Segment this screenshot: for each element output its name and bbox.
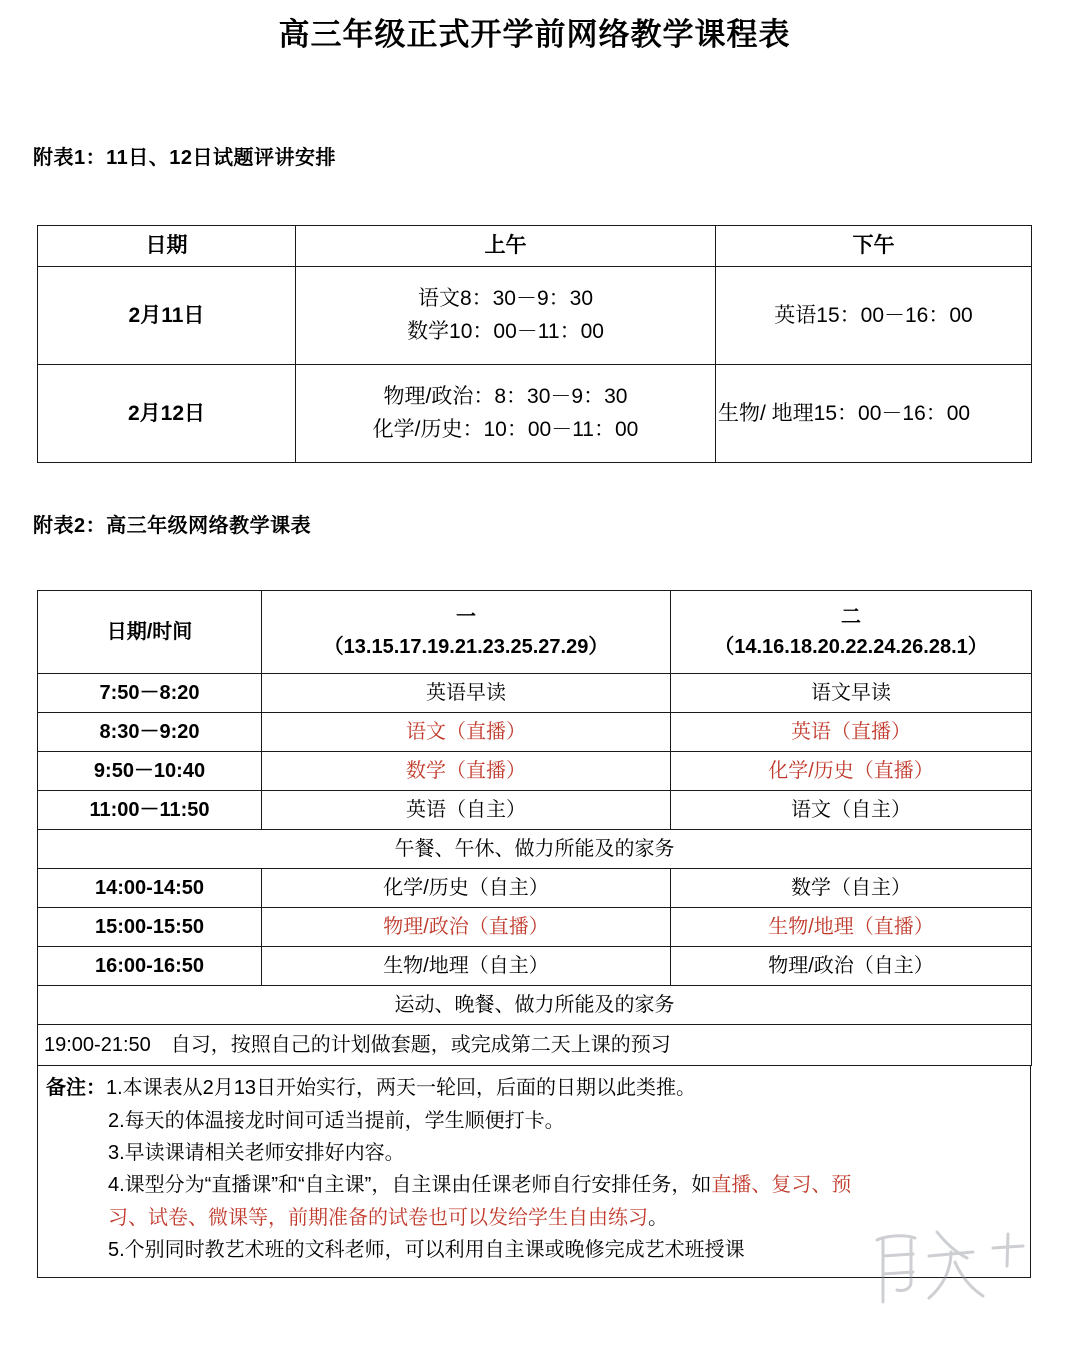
note-4-red-tail: 习、试卷、微课等，前期准备的试卷也可以发给学生自由练习	[108, 1206, 648, 1229]
table-row	[38, 752, 1032, 791]
table-row	[38, 908, 1032, 947]
note-4-red-head: 直播、复习、预	[711, 1174, 852, 1197]
day-one-dates: （13.15.17.19.21.23.25.27.29）	[323, 636, 609, 659]
table-row	[38, 869, 1032, 908]
day-two-number: 二	[841, 606, 861, 629]
table-row	[38, 713, 1032, 752]
slot-day-two: 英语（直播）	[671, 713, 1032, 752]
exam-morning-line: 物理/政治：8：30－9：30	[383, 385, 628, 409]
midday-break-text: 午餐、午休、做力所能及的家务	[38, 830, 1032, 869]
table-row	[38, 791, 1032, 830]
slot-day-one: 英语（自主）	[262, 791, 671, 830]
note-4-black-tail: 。	[648, 1206, 668, 1229]
slot-day-one: 生物/地理（自主）	[262, 947, 671, 986]
notes-block	[37, 1066, 1031, 1277]
timetable-header-row	[38, 591, 1032, 674]
day-one-number: 一	[456, 606, 476, 629]
exam-review-table	[37, 225, 1032, 463]
evening-break-row	[38, 986, 1032, 1025]
header-afternoon: 下午	[716, 226, 1032, 267]
slot-day-one: 语文（直播）	[262, 713, 671, 752]
note-item-4-continued	[46, 1202, 1022, 1234]
evening-break-text: 运动、晚餐、做力所能及的家务	[38, 986, 1032, 1025]
network-teaching-timetable	[37, 590, 1032, 1066]
exam-morning-line: 语文8：30－9：30	[417, 287, 594, 311]
note-item-3: 3.早读课请相关老师安排好内容。	[108, 1141, 405, 1164]
slot-day-two: 生物/地理（直播）	[671, 908, 1032, 947]
note-item-1	[46, 1072, 1022, 1104]
slot-time: 16:00-16:50	[38, 947, 262, 986]
slot-day-one: 化学/历史（自主）	[262, 869, 671, 908]
slot-day-one: 物理/政治（直播）	[262, 908, 671, 947]
table-row	[38, 674, 1032, 713]
note-item-2: 2.每天的体温接龙时间可适当提前，学生顺便打卡。	[108, 1109, 565, 1132]
day-two-dates: （14.16.18.20.22.24.26.28.1）	[714, 636, 988, 659]
header-day-two	[671, 591, 1032, 674]
evening-study-text: 19:00-21:50 自习，按照自己的计划做套题，或完成第二天上课的预习	[38, 1025, 1032, 1066]
note-4-black-head: 4.课型分为“直播课”和“自主课”，自主课由任课老师自行安排任务，如	[108, 1174, 712, 1197]
slot-day-two: 语文早读	[671, 674, 1032, 713]
exam-date-feb12: 2月12日	[38, 365, 296, 463]
slot-day-two: 物理/政治（自主）	[671, 947, 1032, 986]
notes-label: 备注：	[46, 1077, 106, 1100]
exam-morning-feb11	[296, 267, 716, 365]
slot-day-two: 化学/历史（直播）	[671, 752, 1032, 791]
exam-morning-line: 数学10：00－11：00	[407, 319, 604, 343]
page-title: 高三年级正式开学前网络教学课程表	[278, 17, 791, 52]
midday-break-row	[38, 830, 1032, 869]
slot-time: 11:00－11:50	[38, 791, 262, 830]
header-day-one	[262, 591, 671, 674]
slot-time: 15:00-15:50	[38, 908, 262, 947]
note-item-4	[46, 1169, 1022, 1201]
header-date-time: 日期/时间	[38, 591, 262, 674]
slot-time: 9:50－10:40	[38, 752, 262, 791]
section-2-caption: 附表2：高三年级网络教学课表	[33, 515, 312, 538]
evening-study-row	[38, 1025, 1032, 1066]
header-morning: 上午	[296, 226, 716, 267]
slot-time: 14:00-14:50	[38, 869, 262, 908]
table-row	[38, 267, 1032, 365]
table-header-row	[38, 226, 1032, 267]
exam-morning-feb12	[296, 365, 716, 463]
slot-time: 7:50－8:20	[38, 674, 262, 713]
note-item-5: 5.个别同时教艺术班的文科老师，可以利用自主课或晚修完成艺术班授课	[108, 1239, 745, 1262]
slot-day-one: 英语早读	[262, 674, 671, 713]
exam-morning-line: 化学/历史：10：00－11：00	[372, 417, 639, 441]
exam-afternoon-feb11: 英语15：00－16：00	[716, 267, 1032, 365]
exam-afternoon-feb12: 生物/ 地理15：00－16：00	[716, 365, 1032, 463]
slot-day-two: 语文（自主）	[671, 791, 1032, 830]
exam-date-feb11: 2月11日	[38, 267, 296, 365]
slot-day-two: 数学（自主）	[671, 869, 1032, 908]
header-date: 日期	[38, 226, 296, 267]
table-row	[38, 365, 1032, 463]
slot-day-one: 数学（直播）	[262, 752, 671, 791]
table-row	[38, 947, 1032, 986]
section-1-caption: 附表1：11日、12日试题评讲安排	[33, 147, 337, 170]
slot-time: 8:30－9:20	[38, 713, 262, 752]
note-1-text: 1.本课表从2月13日开始实行，两天一轮回，后面的日期以此类推。	[106, 1077, 697, 1100]
